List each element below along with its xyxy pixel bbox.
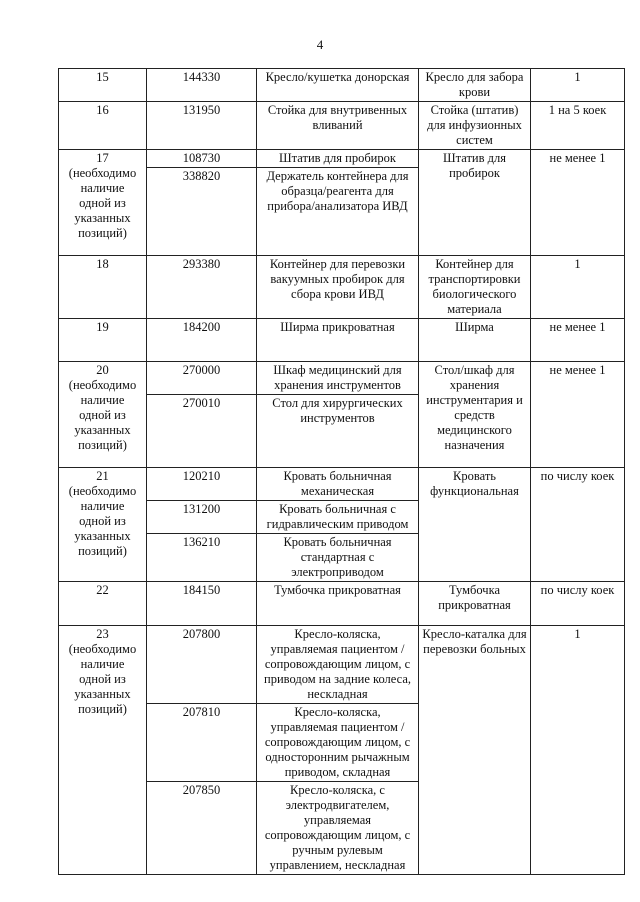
row-note-line: указанных — [74, 211, 131, 225]
equipment-type: Штатив для пробирок — [419, 150, 531, 256]
row-number-cell — [59, 468, 147, 582]
row-note-line: указанных — [74, 529, 131, 543]
row-note-line: позиций) — [78, 226, 127, 240]
quantity: 1 — [531, 69, 625, 102]
item-name: Ширма прикроватная — [257, 319, 419, 362]
quantity: 1 на 5 коек — [531, 102, 625, 150]
row-note-line: позиций) — [78, 702, 127, 716]
quantity: по числу коек — [531, 582, 625, 626]
row-number: 23 — [96, 627, 109, 641]
row-note-line: наличие — [80, 657, 125, 671]
quantity: не менее 1 — [531, 319, 625, 362]
quantity: по числу коек — [531, 468, 625, 582]
item-code: 131200 — [147, 501, 257, 534]
row-note-line: (необходимо — [68, 378, 137, 392]
item-code: 108730 — [147, 150, 257, 168]
row-number: 16 — [59, 102, 147, 150]
item-name: Стол для хирургических инструментов — [257, 395, 419, 468]
row-note-line: (необходимо — [68, 642, 137, 656]
item-name: Контейнер для перевозки вакуумных пробирок для сбора крови ИВД — [257, 256, 419, 319]
row-number: 20 — [96, 363, 109, 377]
equipment-type: Ширма — [419, 319, 531, 362]
item-code: 293380 — [147, 256, 257, 319]
item-code: 184200 — [147, 319, 257, 362]
row-number: 22 — [59, 582, 147, 626]
row-number: 21 — [96, 469, 109, 483]
item-name: Кровать больничная с гидравлическим приводом — [257, 501, 419, 534]
item-name: Шкаф медицинский для хранения инструментов — [257, 362, 419, 395]
table-row — [59, 626, 625, 704]
item-name: Кресло-коляска, управляемая пациентом /сопровождающим лицом, с приводом на задние колеса, нескладная — [257, 626, 419, 704]
quantity: не менее 1 — [531, 362, 625, 468]
row-number-cell — [59, 626, 147, 875]
item-name: Держатель контейнера для образца/реагента для прибора/анализатора ИВД — [257, 168, 419, 256]
table-row — [59, 69, 625, 102]
quantity: не менее 1 — [531, 150, 625, 256]
quantity: 1 — [531, 626, 625, 875]
table-row — [59, 102, 625, 150]
item-code: 207800 — [147, 626, 257, 704]
item-code: 131950 — [147, 102, 257, 150]
row-note-line: наличие — [80, 181, 125, 195]
row-note-line: указанных — [74, 423, 131, 437]
row-note-line: одной из — [79, 408, 126, 422]
row-note-line: позиций) — [78, 544, 127, 558]
item-name: Кровать больничная механическая — [257, 468, 419, 501]
row-note-line: (необходимо — [68, 166, 137, 180]
equipment-type: Тумбочка прикроватная — [419, 582, 531, 626]
item-code: 184150 — [147, 582, 257, 626]
item-code: 144330 — [147, 69, 257, 102]
equipment-table — [58, 68, 625, 875]
row-note-line: одной из — [79, 196, 126, 210]
item-code: 207810 — [147, 704, 257, 782]
row-number: 17 — [96, 151, 109, 165]
row-number: 19 — [59, 319, 147, 362]
table-row — [59, 362, 625, 395]
page-number: 4 — [316, 37, 324, 52]
item-code: 136210 — [147, 534, 257, 582]
table-row — [59, 319, 625, 362]
equipment-type: Стол/шкаф для хранения инструментария и средств медицинского назначения — [419, 362, 531, 468]
quantity: 1 — [531, 256, 625, 319]
row-number: 15 — [59, 69, 147, 102]
row-number: 18 — [59, 256, 147, 319]
item-code: 338820 — [147, 168, 257, 256]
row-note-line: одной из — [79, 672, 126, 686]
row-note-line: наличие — [80, 499, 125, 513]
table-row — [59, 150, 625, 168]
item-name: Кресло/кушетка донорская — [257, 69, 419, 102]
item-code: 207850 — [147, 782, 257, 875]
table-row — [59, 582, 625, 626]
item-name: Кресло-коляска, управляемая пациентом /сопровождающим лицом, с односторонним рычажным приводом, складная — [257, 704, 419, 782]
table-row — [59, 256, 625, 319]
equipment-type: Кровать функциональная — [419, 468, 531, 582]
item-code: 120210 — [147, 468, 257, 501]
item-name: Кровать больничная стандартная с электроприводом — [257, 534, 419, 582]
table-row — [59, 468, 625, 501]
row-note-line: позиций) — [78, 438, 127, 452]
item-name: Штатив для пробирок — [257, 150, 419, 168]
row-note-line: указанных — [74, 687, 131, 701]
equipment-type: Контейнер для транспортировки биологического материала — [419, 256, 531, 319]
row-number-cell — [59, 150, 147, 256]
item-name: Кресло-коляска, с электродвигателем, управляемая сопровождающим лицом, с ручным рулевым управлением, нескладная — [257, 782, 419, 875]
equipment-type: Кресло-каталка для перевозки больных — [419, 626, 531, 875]
equipment-type: Кресло для забора крови — [419, 69, 531, 102]
row-number-cell — [59, 362, 147, 468]
row-note-line: одной из — [79, 514, 126, 528]
row-note-line: наличие — [80, 393, 125, 407]
row-note-line: (необходимо — [68, 484, 137, 498]
item-name: Стойка для внутривенных вливаний — [257, 102, 419, 150]
item-code: 270010 — [147, 395, 257, 468]
item-name: Тумбочка прикроватная — [257, 582, 419, 626]
equipment-type: Стойка (штатив) для инфузионных систем — [419, 102, 531, 150]
item-code: 270000 — [147, 362, 257, 395]
